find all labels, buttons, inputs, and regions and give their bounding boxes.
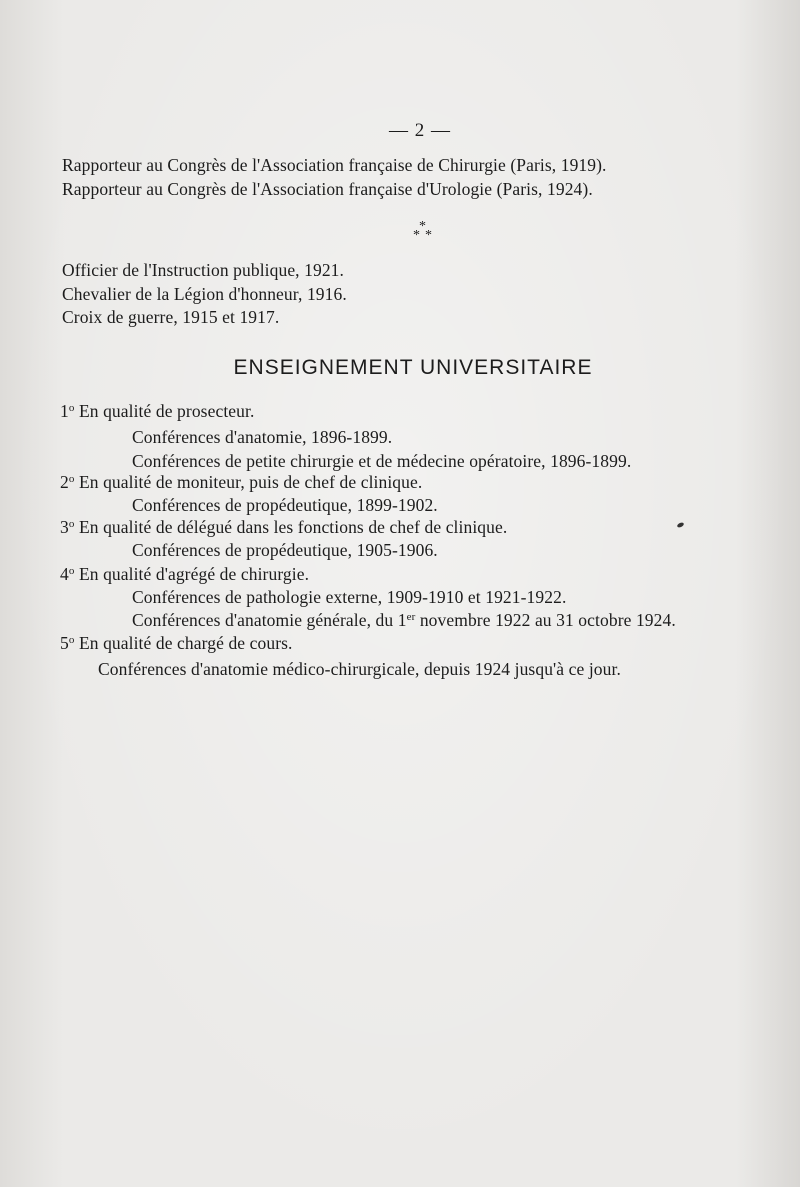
section-4-item-1: Conférences de pathologie externe, 1909-1910 et 1921-1922. — [132, 587, 567, 607]
section-1-ordinal: o — [68, 402, 75, 414]
section-2-number: 2 — [60, 472, 69, 492]
section-3-title: En qualité de délégué dans les fonctions de chef de clinique. — [78, 517, 508, 537]
section-2-item-1: Conférences de propédeutique, 1899-1902. — [132, 495, 438, 515]
section-3-number: 3 — [60, 517, 69, 537]
section-4-ordinal: o — [68, 565, 75, 577]
section-5-title: En qualité de chargé de cours. — [78, 633, 293, 653]
section-2-title-line — [60, 471, 422, 493]
asterism-star-top: * — [419, 219, 426, 234]
distinction-line-3: Croix de guerre, 1915 et 1917. — [62, 307, 280, 327]
asterism-star-right: * — [425, 228, 432, 243]
section-4-item-2-text-end: novembre 1922 au 31 octobre 1924. — [415, 610, 676, 630]
distinction-line-2: Chevalier de la Légion d'honneur, 1916. — [62, 284, 347, 304]
section-4-item-2 — [132, 609, 676, 631]
section-5-title-line — [60, 632, 293, 654]
section-1-title: En qualité de prosecteur. — [78, 401, 255, 421]
section-4-item-2-text-start: Conférences d'anatomie générale, du 1 — [132, 610, 407, 630]
ink-speck — [676, 522, 684, 529]
rapporteur-line-2: Rapporteur au Congrès de l'Association française d'Urologie (Paris, 1924). — [62, 179, 593, 199]
asterism-ornament — [410, 220, 440, 250]
section-4-title: En qualité d'agrégé de chirurgie. — [78, 564, 310, 584]
rapporteur-line-1: Rapporteur au Congrès de l'Association française de Chirurgie (Paris, 1919). — [62, 155, 607, 175]
section-3-title-line — [60, 516, 507, 538]
section-2-ordinal: o — [68, 473, 75, 485]
section-3-ordinal: o — [68, 518, 75, 530]
section-4-title-line — [60, 563, 309, 585]
section-5-number: 5 — [60, 633, 69, 653]
section-heading: ENSEIGNEMENT UNIVERSITAIRE — [233, 356, 593, 379]
section-2-title: En qualité de moniteur, puis de chef de clinique. — [78, 472, 423, 492]
section-1-item-1: Conférences d'anatomie, 1896-1899. — [132, 427, 393, 447]
section-4-item-2-superscript: er — [406, 611, 416, 623]
section-4-number: 4 — [60, 564, 69, 584]
section-1-title-line — [60, 400, 254, 422]
section-5-item-1: Conférences d'anatomie médico-chirurgicale, depuis 1924 jusqu'à ce jour. — [98, 659, 621, 679]
asterism-star-left: * — [413, 228, 420, 243]
section-1-number: 1 — [60, 401, 69, 421]
distinction-line-1: Officier de l'Instruction publique, 1921. — [62, 260, 345, 280]
section-1-item-2: Conférences de petite chirurgie et de médecine opératoire, 1896-1899. — [132, 451, 632, 471]
section-5-ordinal: o — [68, 634, 75, 646]
section-3-item-1: Conférences de propédeutique, 1905-1906. — [132, 540, 438, 560]
page-number: — 2 — — [389, 120, 451, 141]
